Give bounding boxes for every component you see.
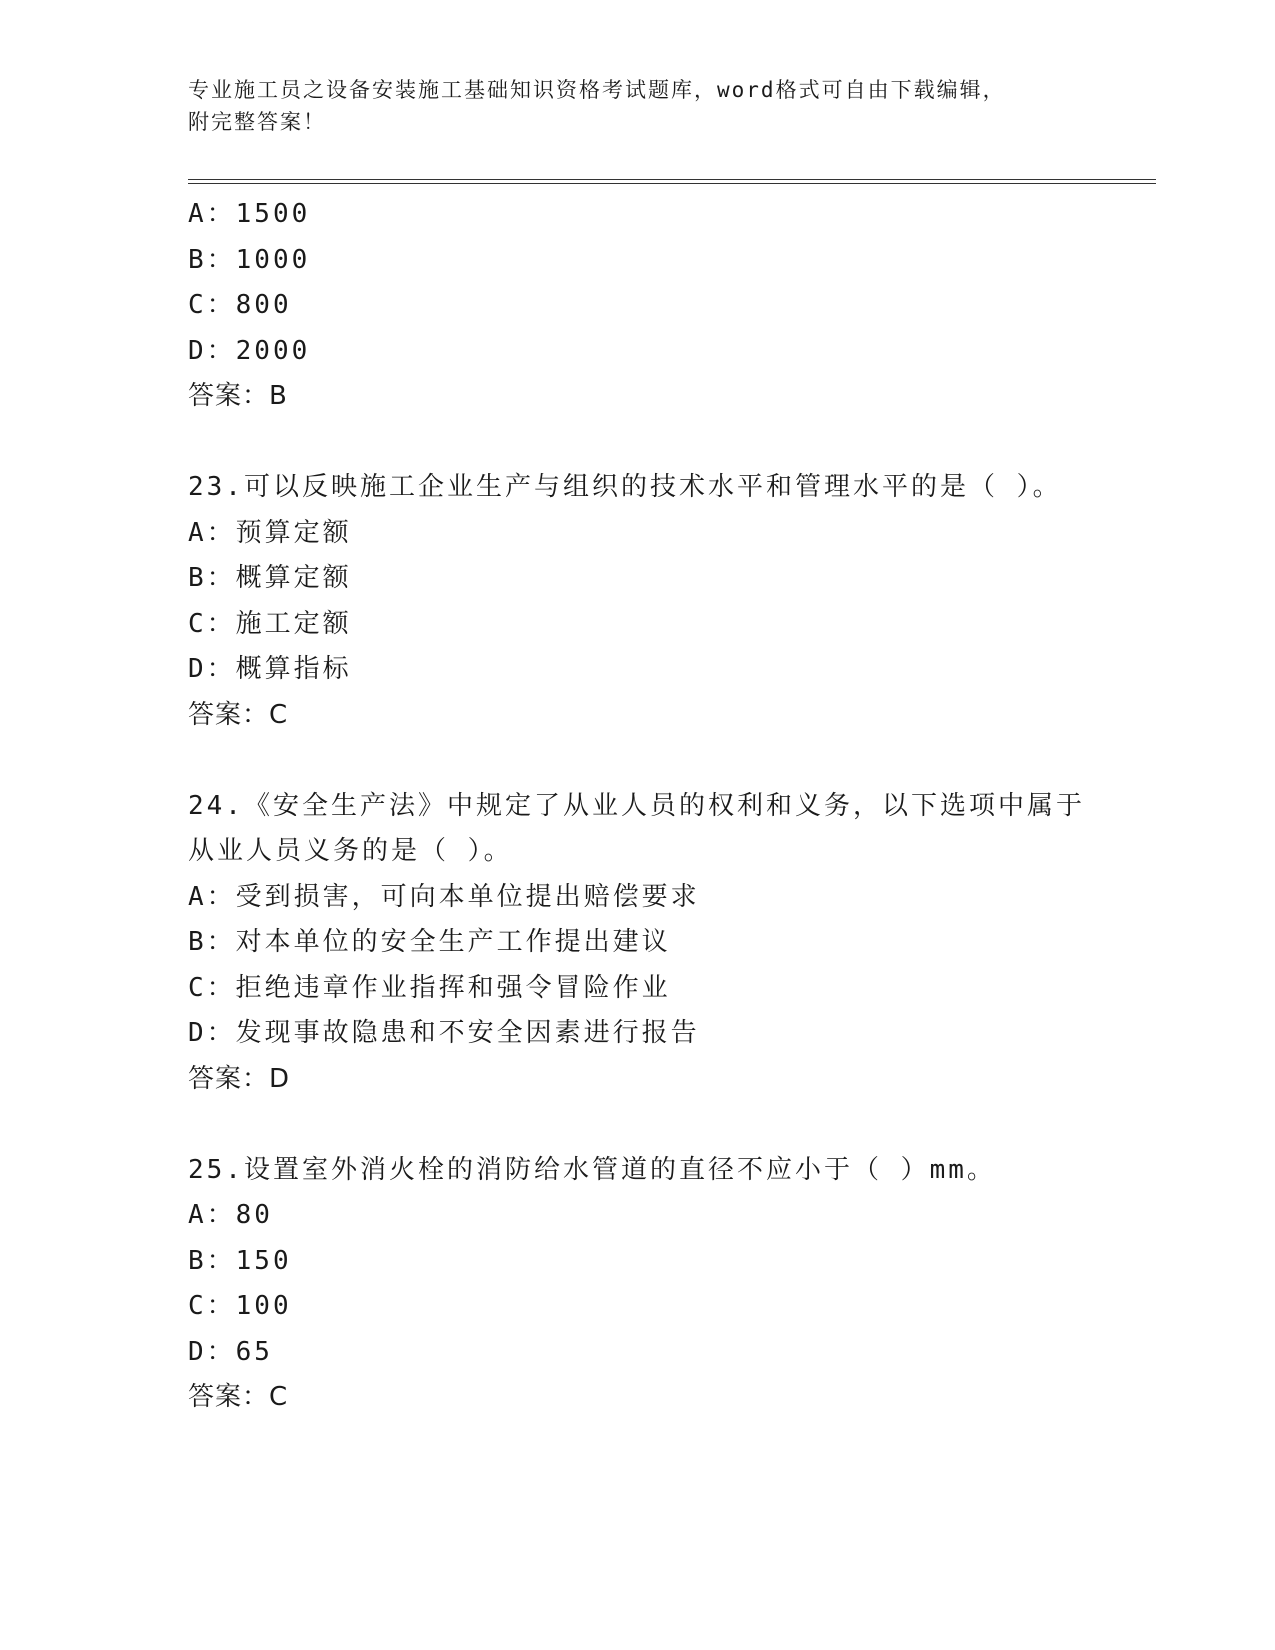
option-c: C：拒绝违章作业指挥和强令冒险作业 — [188, 972, 671, 1003]
question-text: 24.《安全生产法》中规定了从业人员的权利和义务，以下选项中属于从业人员义务的是（ ）。 — [188, 790, 1085, 866]
question-22 — [188, 192, 1148, 420]
document-header — [188, 74, 1088, 138]
option-d: D：65 — [188, 1336, 273, 1367]
option-b: B：150 — [188, 1245, 292, 1276]
answer-line: 答案：C — [188, 1382, 289, 1412]
answer-line: 答案：D — [188, 1063, 291, 1094]
header-title-line2: 附完整答案！ — [188, 110, 326, 134]
option-d: D：发现事故隐患和不安全因素进行报告 — [188, 1018, 700, 1048]
option-d: D：2000 — [188, 335, 311, 366]
question-list — [188, 192, 1148, 1421]
answer-line: 答案：C — [188, 699, 289, 730]
question-23 — [188, 465, 1148, 738]
spacer — [188, 420, 1148, 466]
option-c: C：施工定额 — [188, 608, 352, 639]
option-b: B：概算定额 — [188, 563, 352, 593]
option-a: A：受到损害，可向本单位提出赔偿要求 — [188, 881, 700, 912]
spacer — [188, 1102, 1148, 1148]
spacer — [188, 738, 1148, 784]
question-24 — [188, 784, 1148, 1103]
header-title-line1: 专业施工员之设备安装施工基础知识资格考试题库，word格式可自由下载编辑， — [188, 78, 1006, 102]
option-a: A：80 — [188, 1200, 273, 1230]
option-b: B：对本单位的安全生产工作提出建议 — [188, 927, 671, 957]
header-divider — [188, 179, 1156, 184]
answer-line: 答案：B — [188, 381, 288, 411]
option-c: C：100 — [188, 1291, 292, 1321]
option-a: A：1500 — [188, 199, 311, 229]
question-text: 23.可以反映施工企业生产与组织的技术水平和管理水平的是（ ）。 — [188, 472, 1062, 502]
question-25 — [188, 1148, 1148, 1421]
option-c: C：800 — [188, 290, 292, 320]
option-b: B：1000 — [188, 244, 311, 275]
option-d: D：概算指标 — [188, 654, 352, 684]
question-text: 25.设置室外消火栓的消防给水管道的直径不应小于（ ）mm。 — [188, 1154, 996, 1185]
option-a: A：预算定额 — [188, 517, 352, 548]
